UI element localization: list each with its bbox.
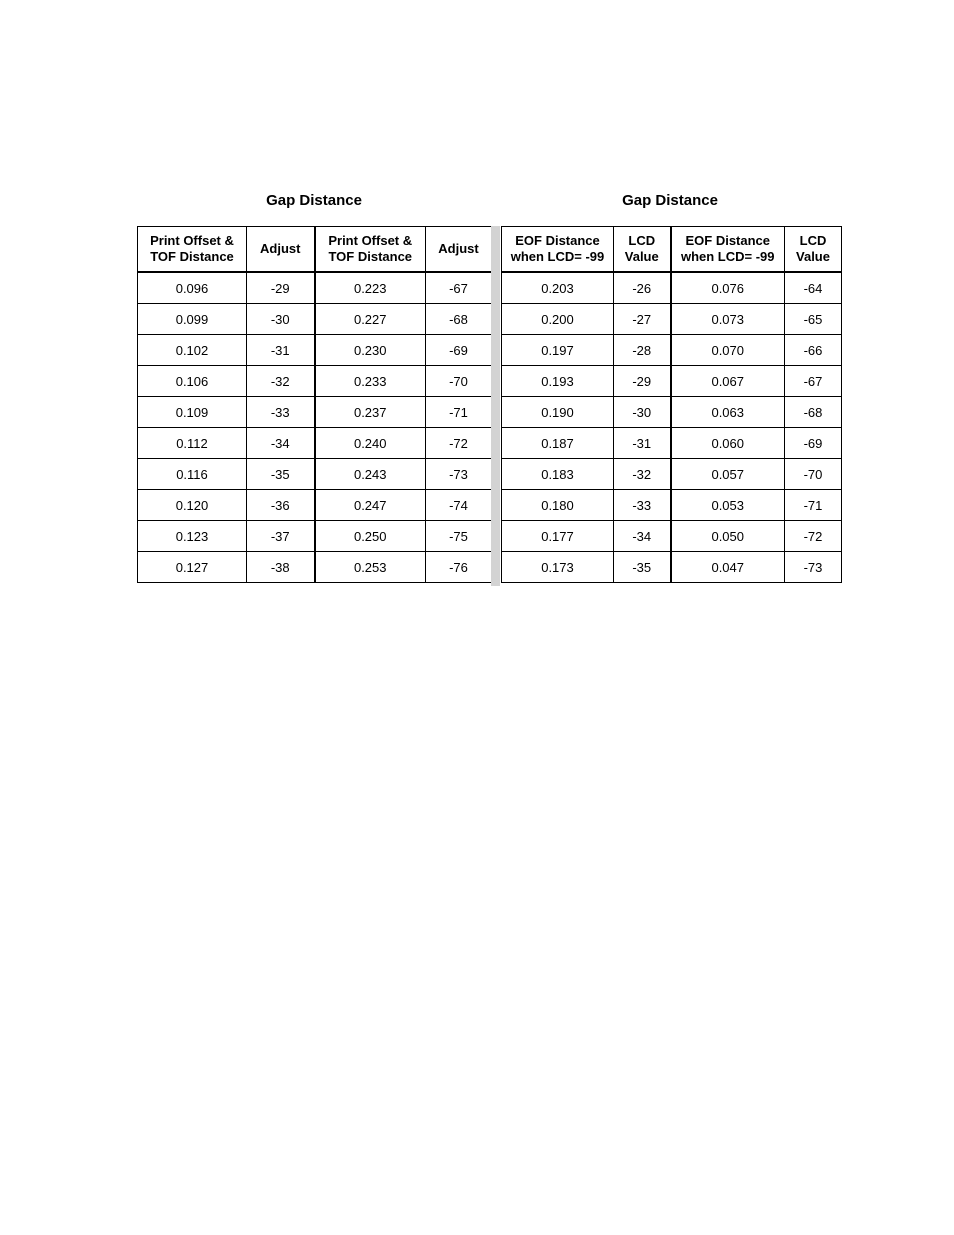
table-cell: -64 [785, 272, 842, 304]
header-cell: Adjust [426, 227, 492, 273]
table-cell: -72 [785, 521, 842, 552]
table-cell: -68 [785, 397, 842, 428]
table-cell: -65 [785, 304, 842, 335]
table-cell: -69 [785, 428, 842, 459]
table-cell: 0.173 [502, 552, 614, 583]
table-cell: -67 [785, 366, 842, 397]
table-cell: 0.193 [502, 366, 614, 397]
table-row [138, 335, 492, 366]
table-row [502, 521, 842, 552]
header-row [502, 227, 842, 273]
table-cell: -32 [247, 366, 315, 397]
table-cell: -28 [614, 335, 671, 366]
table-cell: -35 [247, 459, 315, 490]
header-cell: Print Offset & TOF Distance [315, 227, 426, 273]
table-row [138, 397, 492, 428]
table-cell: -32 [614, 459, 671, 490]
table-cell: -33 [247, 397, 315, 428]
table-cell: -29 [614, 366, 671, 397]
table-cell: 0.177 [502, 521, 614, 552]
table-cell: -72 [426, 428, 492, 459]
table-cell: 0.109 [138, 397, 247, 428]
table-cell: 0.047 [671, 552, 785, 583]
header-cell: EOF Distance when LCD= -99 [671, 227, 785, 273]
table-row [502, 272, 842, 304]
table-cell: -73 [426, 459, 492, 490]
right-table-title: Gap Distance [622, 192, 718, 209]
table-cell: 0.067 [671, 366, 785, 397]
table-cell: -34 [247, 428, 315, 459]
table-row [138, 428, 492, 459]
table-separator [491, 226, 500, 586]
header-cell: Adjust [247, 227, 315, 273]
table-cell: 0.123 [138, 521, 247, 552]
right-gap-distance-table [501, 226, 842, 583]
table-row [138, 552, 492, 583]
table-cell: 0.099 [138, 304, 247, 335]
table-cell: -70 [785, 459, 842, 490]
table-cell: -30 [614, 397, 671, 428]
table-row [138, 304, 492, 335]
table-cell: -66 [785, 335, 842, 366]
table-row [502, 552, 842, 583]
table-cell: 0.050 [671, 521, 785, 552]
table-cell: 0.243 [315, 459, 426, 490]
table-cell: 0.180 [502, 490, 614, 521]
table-row [138, 366, 492, 397]
table-cell: 0.190 [502, 397, 614, 428]
table-cell: -38 [247, 552, 315, 583]
table-cell: -31 [247, 335, 315, 366]
table-cell: 0.096 [138, 272, 247, 304]
table-cell: -74 [426, 490, 492, 521]
table-cell: -68 [426, 304, 492, 335]
table-cell: 0.247 [315, 490, 426, 521]
table-cell: 0.227 [315, 304, 426, 335]
table-cell: 0.203 [502, 272, 614, 304]
header-cell: EOF Distance when LCD= -99 [502, 227, 614, 273]
table-cell: 0.063 [671, 397, 785, 428]
table-cell: -36 [247, 490, 315, 521]
table-cell: -69 [426, 335, 492, 366]
table-cell: -34 [614, 521, 671, 552]
table-cell: 0.106 [138, 366, 247, 397]
table-row [502, 335, 842, 366]
table-cell: 0.127 [138, 552, 247, 583]
table-cell: 0.120 [138, 490, 247, 521]
table-cell: -27 [614, 304, 671, 335]
table-cell: -30 [247, 304, 315, 335]
table-cell: 0.057 [671, 459, 785, 490]
table-row [502, 428, 842, 459]
table-cell: 0.233 [315, 366, 426, 397]
header-cell: LCD Value [785, 227, 842, 273]
table-cell: 0.116 [138, 459, 247, 490]
table-row [502, 459, 842, 490]
table-cell: 0.240 [315, 428, 426, 459]
table-cell: -31 [614, 428, 671, 459]
table-row [502, 397, 842, 428]
table-row [138, 521, 492, 552]
table-cell: 0.112 [138, 428, 247, 459]
table-cell: -67 [426, 272, 492, 304]
left-gap-distance-table [137, 226, 492, 583]
table-cell: -29 [247, 272, 315, 304]
table-cell: -71 [785, 490, 842, 521]
table-cell: 0.183 [502, 459, 614, 490]
table-cell: 0.200 [502, 304, 614, 335]
table-row [138, 272, 492, 304]
table-cell: 0.197 [502, 335, 614, 366]
header-cell: Print Offset & TOF Distance [138, 227, 247, 273]
table-cell: -26 [614, 272, 671, 304]
table-cell: -75 [426, 521, 492, 552]
table-cell: -35 [614, 552, 671, 583]
table-cell: 0.223 [315, 272, 426, 304]
table-row [502, 304, 842, 335]
table-cell: 0.187 [502, 428, 614, 459]
header-row [138, 227, 492, 273]
table-cell: 0.053 [671, 490, 785, 521]
table-cell: 0.076 [671, 272, 785, 304]
table-cell: -71 [426, 397, 492, 428]
table-cell: 0.253 [315, 552, 426, 583]
table-cell: 0.237 [315, 397, 426, 428]
table-cell: 0.060 [671, 428, 785, 459]
left-table-title: Gap Distance [266, 192, 362, 209]
table-row [138, 490, 492, 521]
table-cell: 0.070 [671, 335, 785, 366]
table-row [138, 459, 492, 490]
header-cell: LCD Value [614, 227, 671, 273]
table-cell: 0.073 [671, 304, 785, 335]
table-cell: 0.102 [138, 335, 247, 366]
table-row [502, 490, 842, 521]
table-cell: -76 [426, 552, 492, 583]
table-cell: -33 [614, 490, 671, 521]
table-cell: 0.230 [315, 335, 426, 366]
table-cell: -70 [426, 366, 492, 397]
table-cell: 0.250 [315, 521, 426, 552]
table-row [502, 366, 842, 397]
table-cell: -37 [247, 521, 315, 552]
table-cell: -73 [785, 552, 842, 583]
